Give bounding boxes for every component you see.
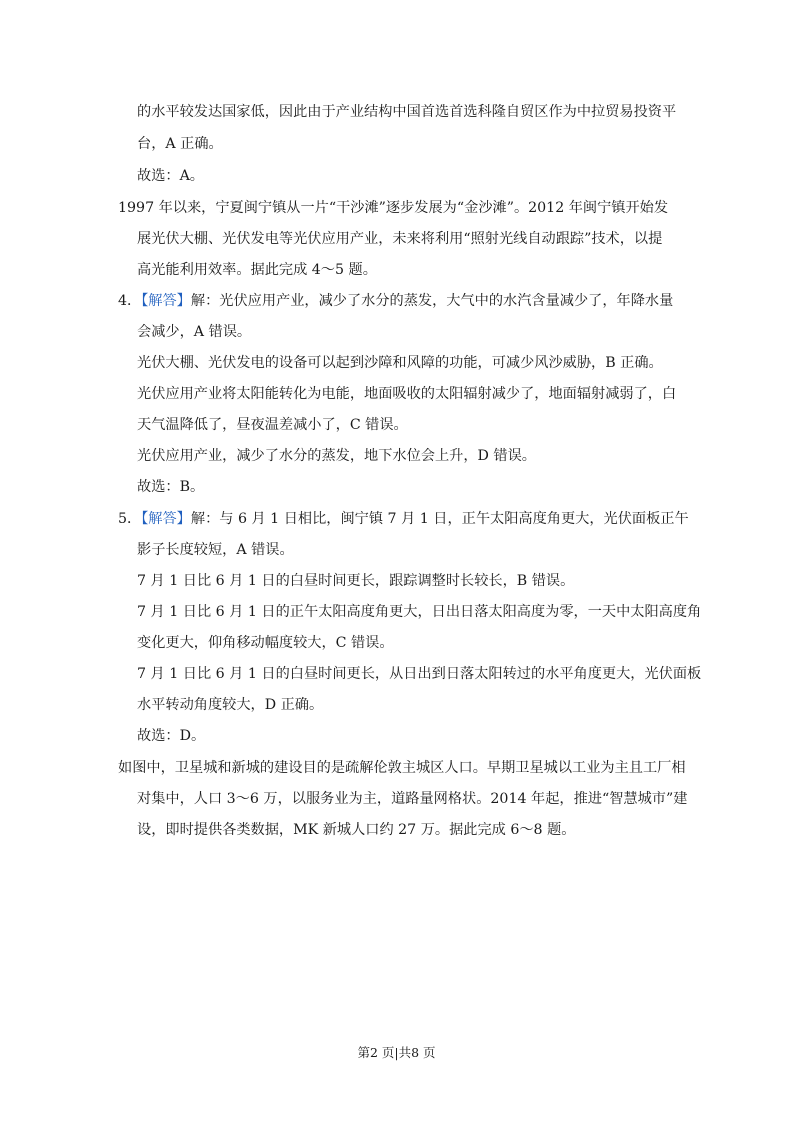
solution-line: 会减少，A 错误。 xyxy=(137,324,252,340)
solution-line: 变化更大，仰角移动幅度较大，C 错误。 xyxy=(137,635,394,651)
answer-choice: 故选：D。 xyxy=(137,728,206,744)
solution-line: 水平转动角度较大，D 正确。 xyxy=(137,697,324,713)
solution-line: 光伏大棚、光伏发电的设备可以起到沙障和风障的功能，可减少风沙威胁，B 正确。 xyxy=(137,355,663,371)
page-footer: 第2 页|共8 页 xyxy=(357,1045,436,1060)
solution-line: 7 月 1 日比 6 月 1 日的白昼时间更长，从日出到日落太阳转过的水平角度更大，光伏面板 xyxy=(137,666,702,682)
passage-line: 1997 年以来，宁夏闽宁镇从一片“干沙滩”逐步发展为“金沙滩”。2012 年闽宁镇开始发 xyxy=(118,200,669,216)
passage-line: 设，即时提供各类数据，MK 新城人口约 27 万。据此完成 6～8 题。 xyxy=(137,822,576,838)
solution-text: 解：光伏应用产业，减少了水分的蒸发，大气中的水汽含量减少了，年降水量 xyxy=(190,293,674,309)
question-4-line xyxy=(118,293,673,309)
solution-line: 7 月 1 日比 6 月 1 日的白昼时间更长，跟踪调整时长较长，B 错误。 xyxy=(137,573,575,589)
paragraph-line: 的水平较发达国家低，因此由于产业结构中国首选首选科隆自贸区作为中拉贸易投资平 xyxy=(137,104,677,120)
answer-tag: 【解答】 xyxy=(141,511,191,527)
question-5-line xyxy=(118,511,689,527)
passage-line: 高光能利用效率。据此完成 4～5 题。 xyxy=(137,262,377,278)
solution-line: 天气温降低了，昼夜温差减小了，C 错误。 xyxy=(137,417,408,433)
passage-line: 展光伏大棚、光伏发电等光伏应用产业，未来将利用“照射光线自动跟踪”技术，以提 xyxy=(137,231,663,247)
answer-choice: 故选：A。 xyxy=(137,168,204,184)
solution-line: 影子长度较短，A 错误。 xyxy=(137,542,294,558)
question-number: 5． xyxy=(118,511,142,527)
solution-line: 光伏应用产业，减少了水分的蒸发，地下水位会上升，D 错误。 xyxy=(137,448,536,464)
solution-line: 7 月 1 日比 6 月 1 日的正午太阳高度角更大，日出日落太阳高度为零，一天中太阳高度角 xyxy=(137,604,702,620)
paragraph-line: 台，A 正确。 xyxy=(137,136,223,152)
solution-text: 解：与 6 月 1 日相比，闽宁镇 7 月 1 日，正午太阳高度角更大，光伏面板正午 xyxy=(190,511,689,527)
question-number: 4． xyxy=(118,293,142,309)
answer-choice: 故选：B。 xyxy=(137,479,205,495)
passage-line: 对集中，人口 3～6 万，以服务业为主，道路量网格状。2014 年起，推进“智慧城市”建 xyxy=(137,791,688,807)
passage-line: 如图中，卫星城和新城的建设目的是疏解伦敦主城区人口。早期卫星城以工业为主且工厂相 xyxy=(118,760,686,776)
solution-line: 光伏应用产业将太阳能转化为电能，地面吸收的太阳辐射减少了，地面辐射减弱了，白 xyxy=(137,386,677,402)
answer-tag: 【解答】 xyxy=(141,293,191,309)
